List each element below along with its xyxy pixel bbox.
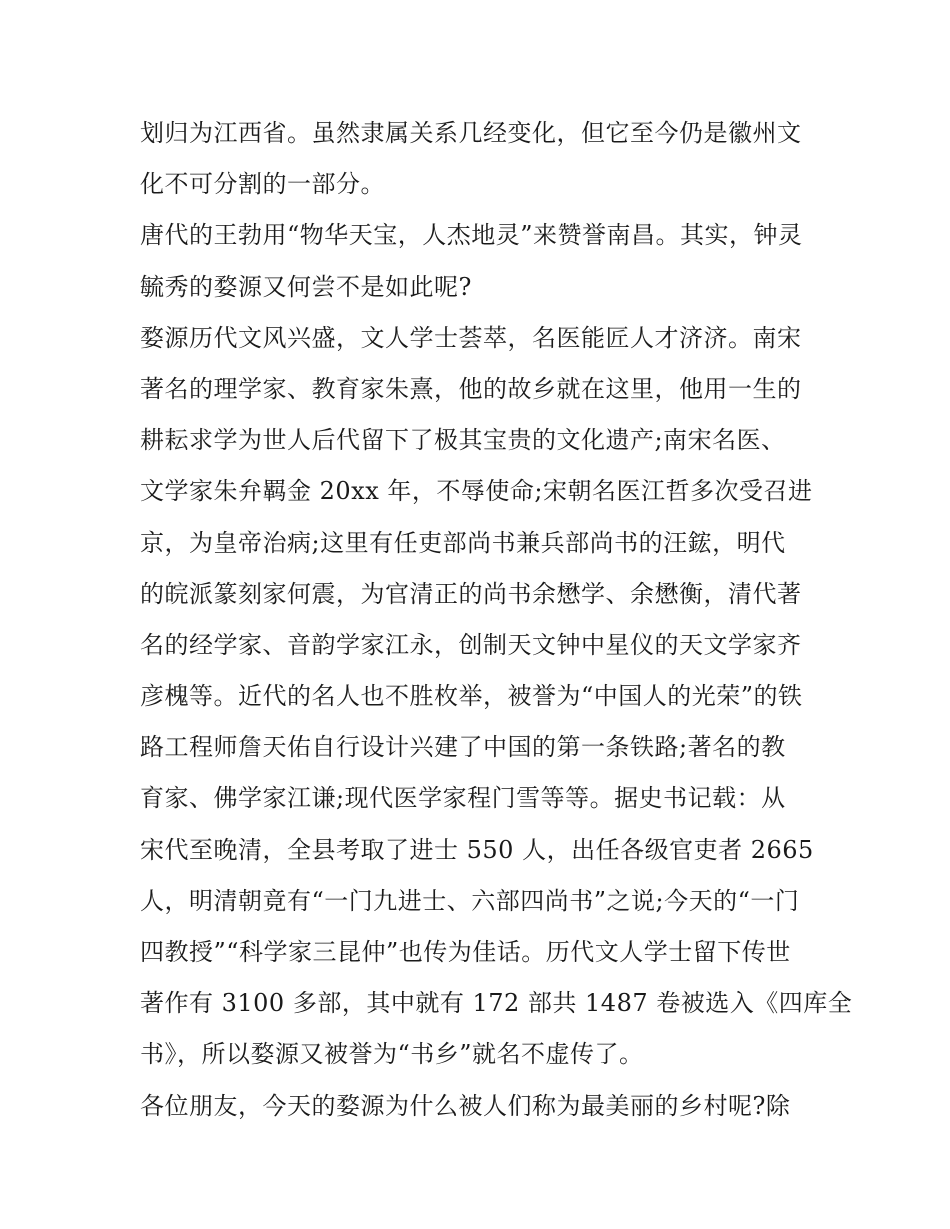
text-line: 四教授”“科学家三昆仲”也传为佳话。历代文人学士留下传世 [140, 938, 791, 966]
text-line: 彦槐等。近代的名人也不胜枚举，被誉为“中国人的光荣”的铁 [140, 682, 803, 711]
text-line: 著作有 3100 多部，其中就有 172 部共 1487 卷被选入《四库全 [140, 989, 853, 1018]
text-line: 宋代至晚清，全县考取了进士 550 人，出任各级官吏者 2665 [140, 835, 814, 864]
text-line: 名的经学家、音韵学家江永，创制天文钟中星仪的天文学家齐 [140, 630, 802, 659]
text-line: 文学家朱弁羁金 20xx 年，不辱使命;宋朝名医江哲多次受召进 [140, 477, 813, 506]
text-line: 的皖派篆刻家何震，为官清正的尚书余懋学、余懋衡，清代著 [140, 579, 802, 608]
text-line: 划归为江西省。虽然隶属关系几经变化，但它至今仍是徽州文 [140, 119, 802, 147]
text-line: 育家、佛学家江谦;现代医学家程门雪等等。据史书记载：从 [140, 784, 786, 813]
text-line: 各位朋友，今天的婺源为什么被人们称为最美丽的乡村呢?除 [140, 1091, 791, 1120]
text-line: 书》，所以婺源又被誉为“书乡”就名不虚传了。 [140, 1040, 644, 1069]
body-text [140, 108, 853, 1132]
text-line: 化不可分割的一部分。 [140, 170, 385, 199]
text-line: 唐代的王勃用“物华天宝，人杰地灵”来赞誉南昌。其实，钟灵 [140, 221, 803, 250]
text-line: 耕耘求学为世人后代留下了极其宝贵的文化遗产;南宋名医、 [140, 426, 786, 455]
text-line: 京，为皇帝治病;这里有任吏部尚书兼兵部尚书的汪鋐，明代 [140, 528, 786, 557]
text-line: 路工程师詹天佑自行设计兴建了中国的第一条铁路;著名的教 [140, 733, 786, 762]
text-line: 著名的理学家、教育家朱熹，他的故乡就在这里，他用一生的 [140, 374, 802, 403]
text-line: 人，明清朝竟有“一门九进士、六部四尚书”之说;今天的“一门 [140, 886, 800, 915]
text-line: 婺源历代文风兴盛，文人学士荟萃，名医能匠人才济济。南宋 [140, 323, 802, 352]
text-line: 毓秀的婺源又何尝不是如此呢? [140, 272, 472, 301]
